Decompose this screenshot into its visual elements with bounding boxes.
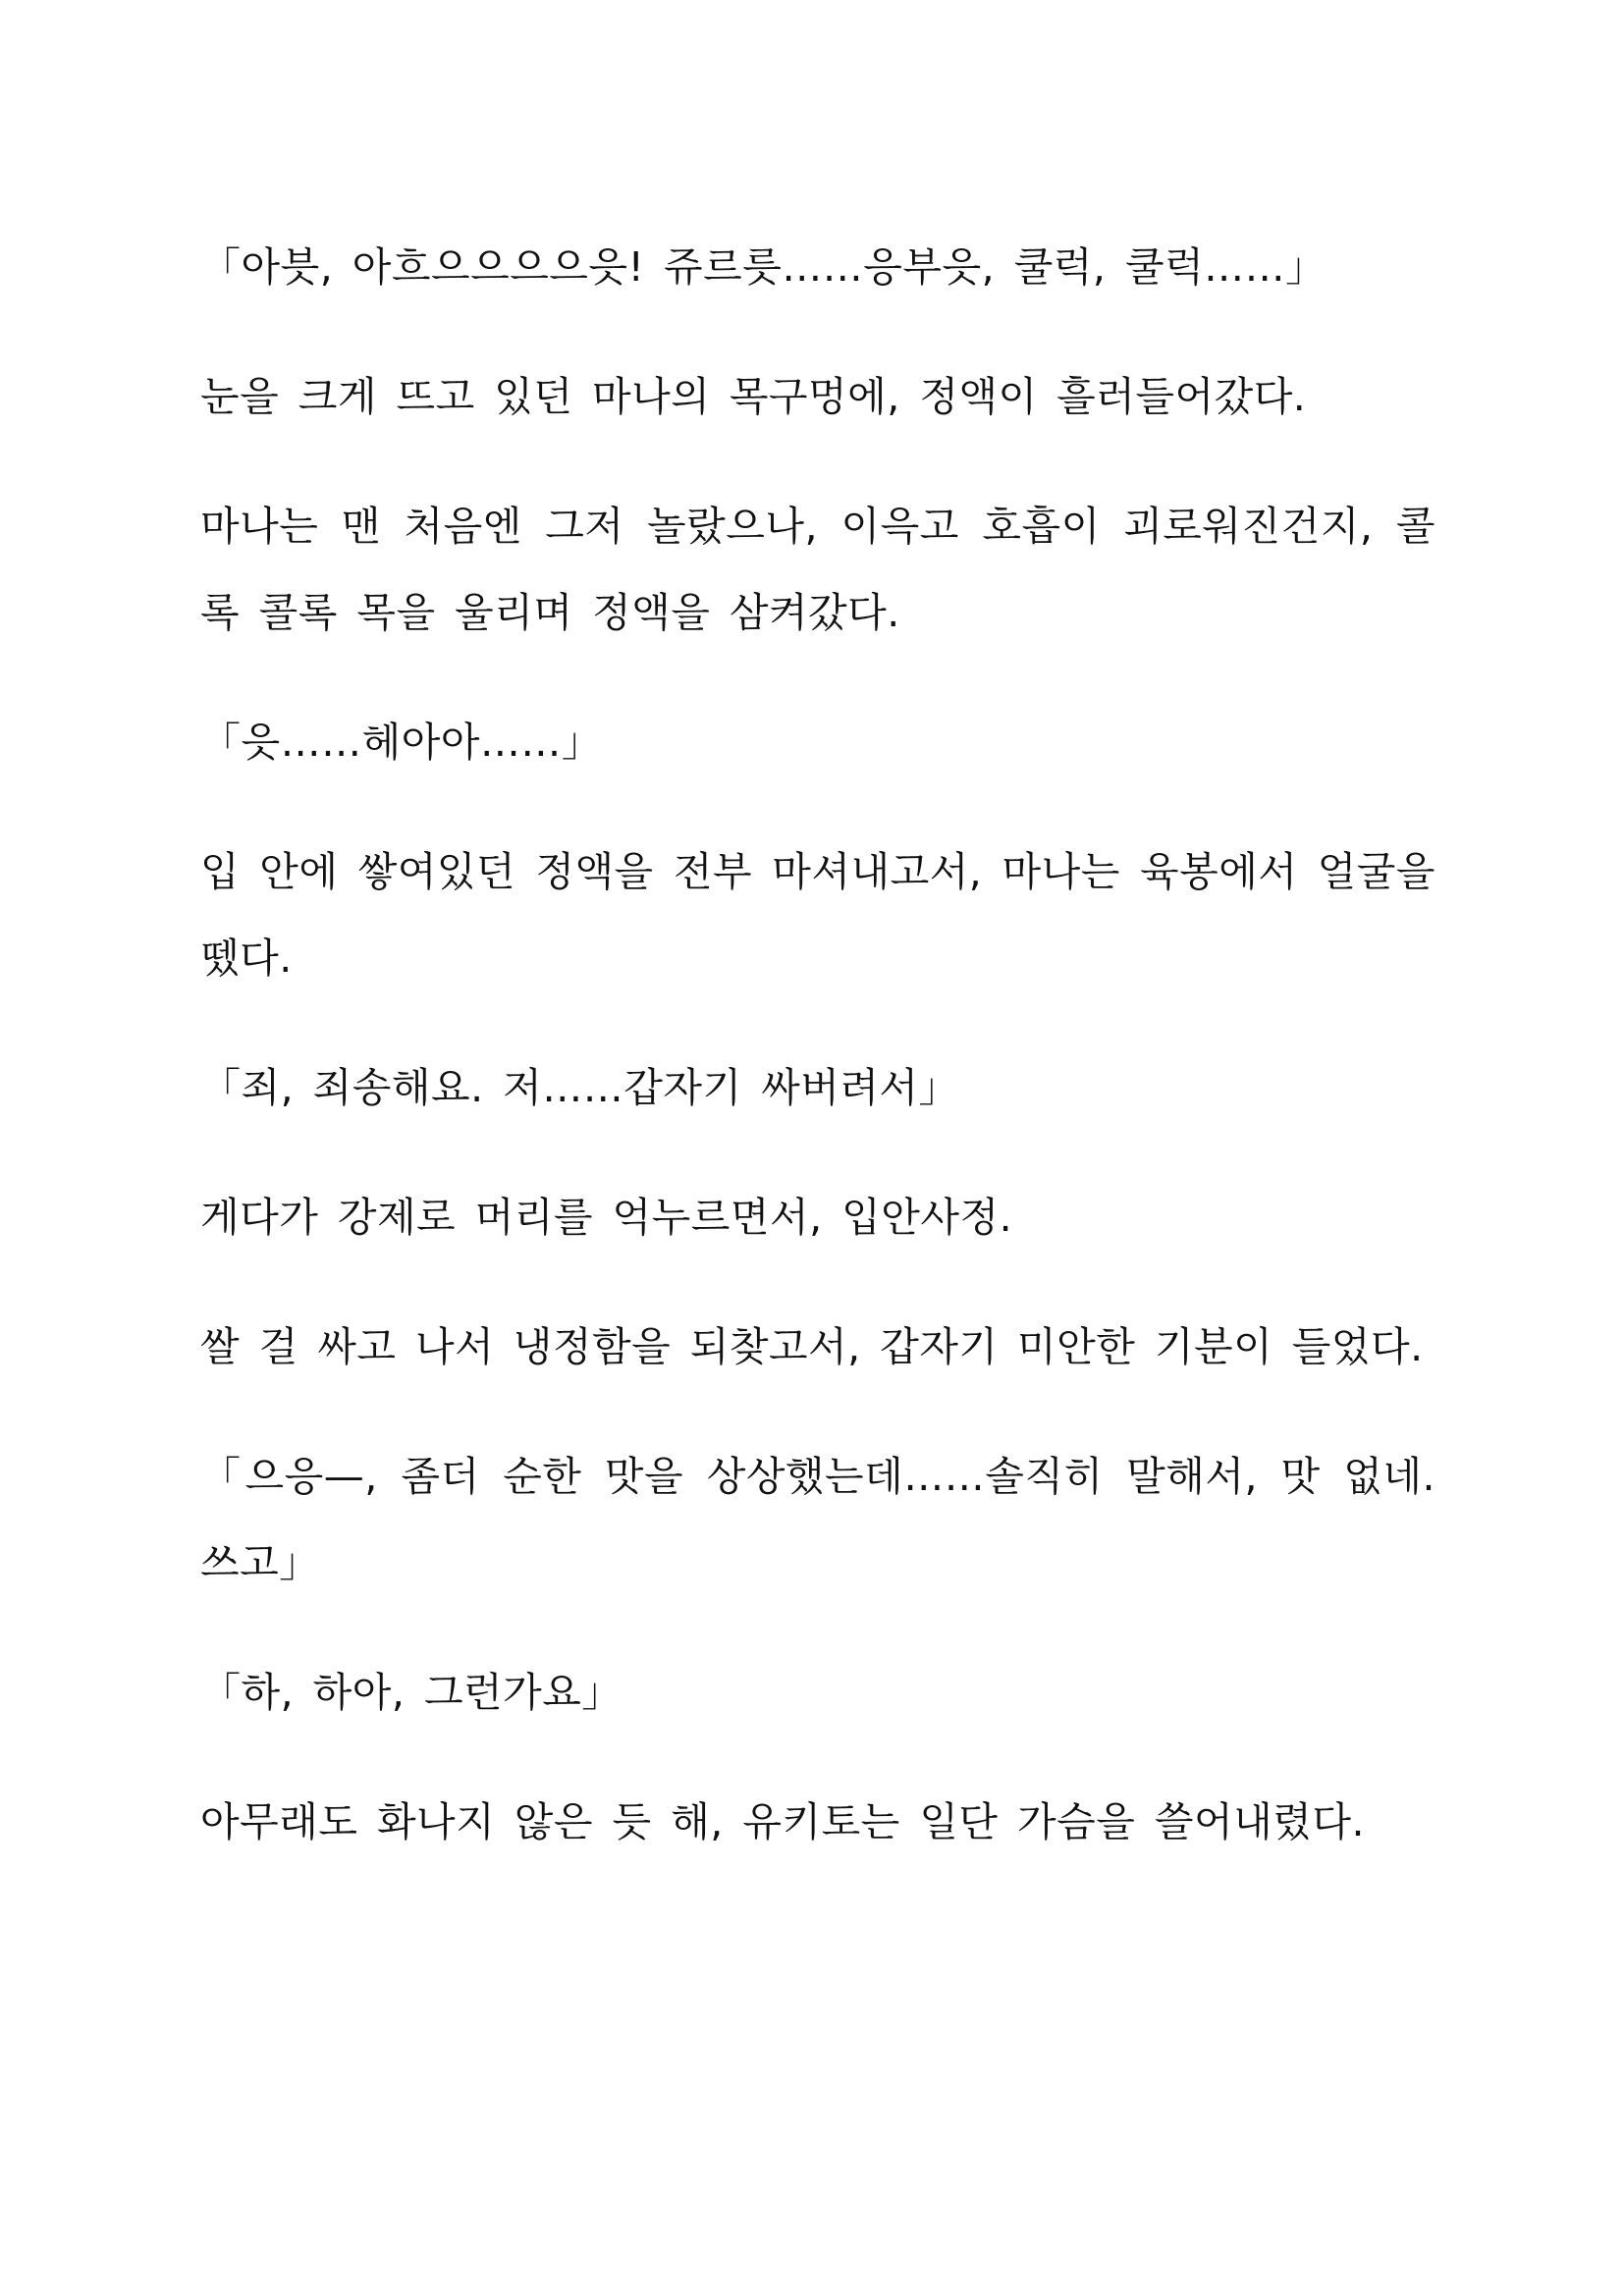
paragraph-4: 「읏……헤아아……」 (200, 719, 603, 766)
body-text (200, 224, 1435, 1908)
paragraph-3: 마나는 맨 처음엔 그저 놀랐으나, 이윽고 호흡이 괴로워진건지, 콜록 콜록 목을 울리며 정액을 삼켜갔다. (200, 503, 1435, 636)
paragraph-9: 「으응—, 좀더 순한 맛을 상상했는데……솔직히 말해서, 맛 없네. 쓰고」 (200, 1453, 1435, 1586)
paragraph-7: 게다가 강제로 머리를 억누르면서, 입안사정. (200, 1194, 1013, 1241)
paragraph-6: 「죄, 죄송해요. 저……갑자기 싸버려서」 (200, 1064, 960, 1111)
paragraph-5: 입 안에 쌓여있던 정액을 전부 마셔내고서, 마나는 육봉에서 얼굴을 뗐다. (200, 848, 1435, 982)
paragraph-11: 아무래도 화나지 않은 듯 해, 유키토는 일단 가슴을 쓸어내렸다. (200, 1798, 1365, 1845)
paragraph-1: 「아븟, 아흐으으으으읏! 쥬르릇……응부읏, 쿨럭, 쿨럭……」 (200, 243, 1326, 291)
paragraph-2: 눈을 크게 뜨고 있던 마나의 목구멍에, 정액이 흘러들어갔다. (200, 373, 1307, 420)
paragraph-10: 「하, 하아, 그런가요」 (200, 1669, 623, 1716)
paragraph-8: 쌀 걸 싸고 나서 냉정함을 되찾고서, 갑자기 미안한 기분이 들었다. (200, 1323, 1424, 1370)
